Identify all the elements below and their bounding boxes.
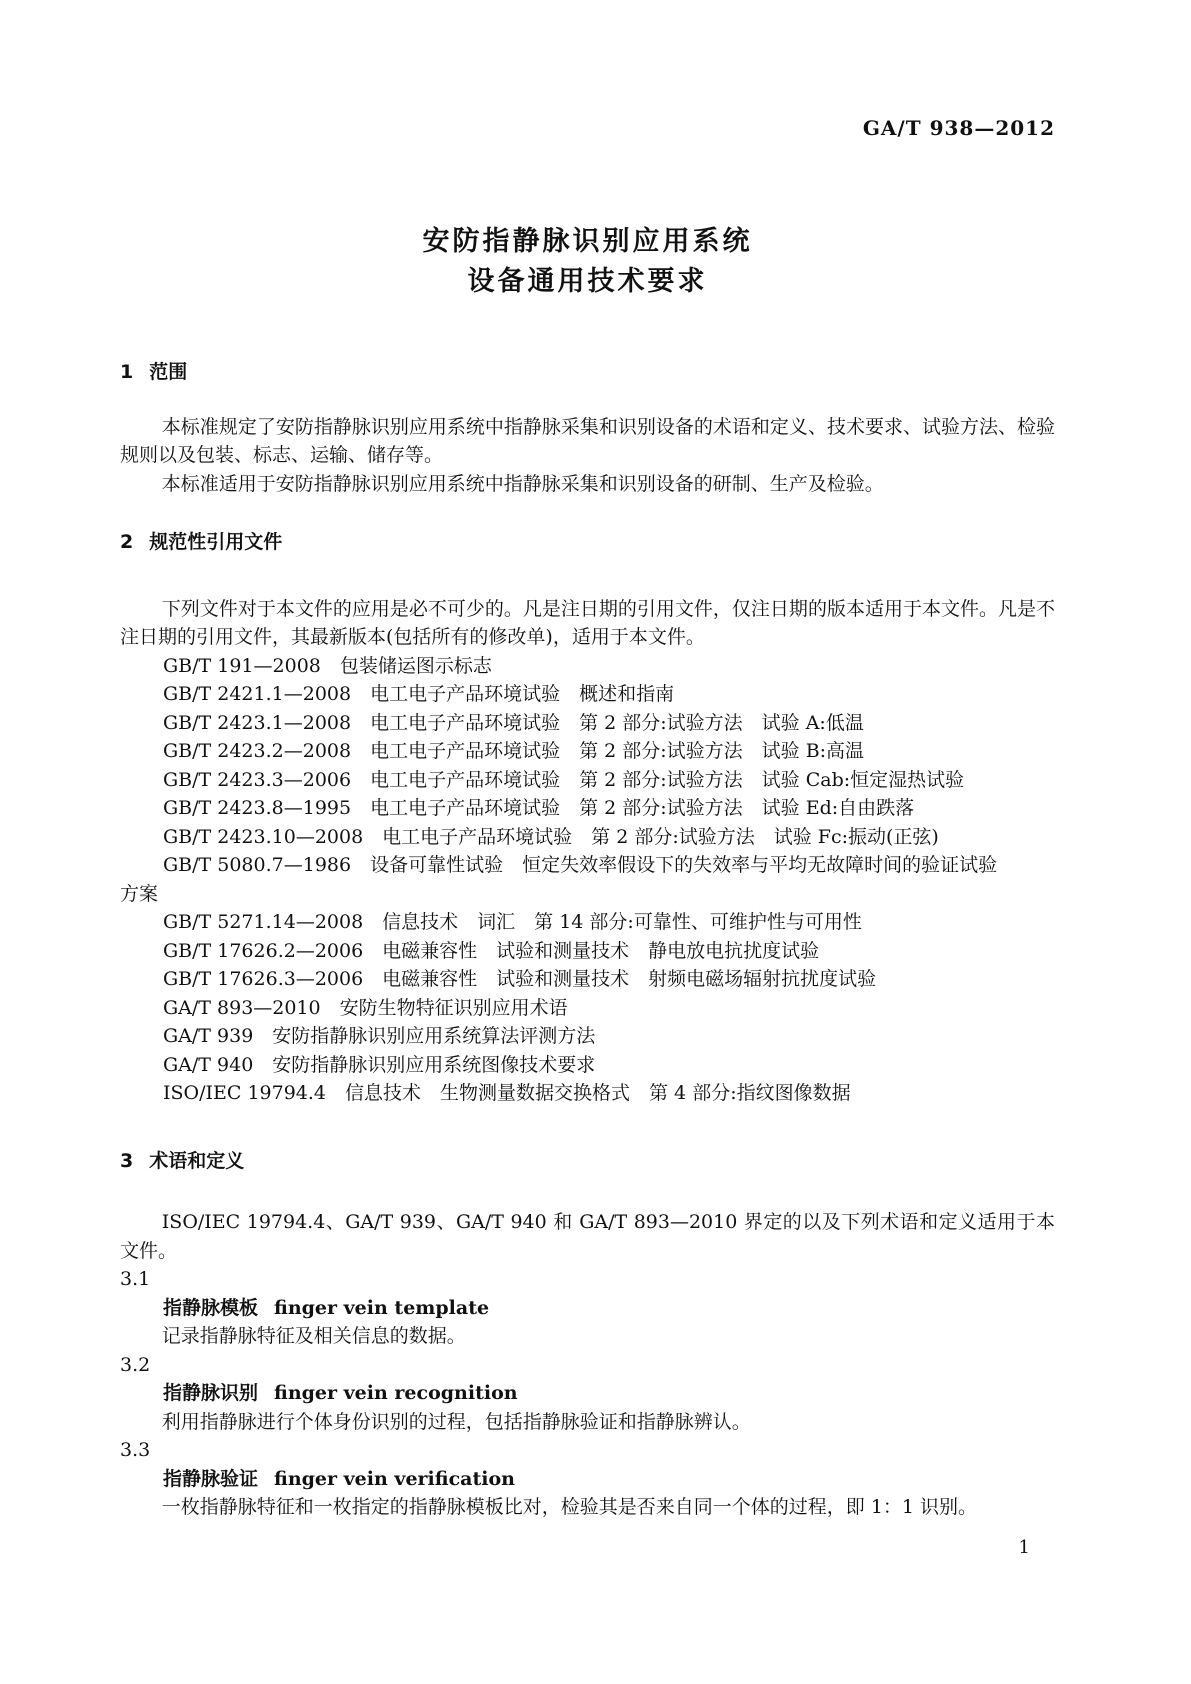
references-intro: 下列文件对于本文件的应用是必不可少的。凡是注日期的引用文件，仅注日期的版本适用于本文件。凡是不注日期的引用文件，其最新版本(包括所有的修改单)，适用于本文件。 (120, 597, 1055, 648)
reference-item: GB/T 17626.3—2006 电磁兼容性 试验和测量技术 射频电磁场辐射抗扰度试验 (163, 968, 877, 990)
section-2-number: 2 (120, 531, 134, 553)
term-title-zh: 指静脉模板 (163, 1296, 259, 1319)
reference-item: GB/T 17626.2—2006 电磁兼容性 试验和测量技术 静电放电抗扰度试验 (163, 939, 820, 962)
reference-item: ISO/IEC 19794.4 信息技术 生物测量数据交换格式 第 4 部分:指纹图像数据 (163, 1082, 851, 1104)
term-title (120, 1379, 1055, 1408)
term-title-zh: 指静脉验证 (163, 1467, 259, 1490)
section-1-number: 1 (120, 361, 134, 383)
title-line-1: 安防指静脉识别应用系统 (422, 226, 753, 257)
reference-item: GB/T 191—2008 包装储运图示标志 (163, 654, 492, 677)
reference-item-continuation: 方案 (120, 882, 159, 905)
reference-item: GB/T 5080.7—1986 设备可靠性试验 恒定失效率假设下的失效率与平均无故障时间的验证试验 (163, 854, 998, 876)
term-definition: 记录指静脉特征及相关信息的数据。 (161, 1325, 466, 1347)
term-number: 3.2 (120, 1353, 151, 1376)
term-definition: 利用指静脉进行个体身份识别的过程，包括指静脉验证和指静脉辨认。 (161, 1410, 751, 1433)
term-number: 3.1 (120, 1268, 151, 1290)
terms-intro: ISO/IEC 19794.4、GA/T 939、GA/T 940 和 GA/T 893—2010 界定的以及下列术语和定义适用于本文件。 (120, 1211, 1055, 1262)
scope-paragraph-2: 本标准适用于安防指静脉识别应用系统中指静脉采集和识别设备的研制、生产及检验。 (161, 472, 884, 495)
term-title-en: finger vein verification (274, 1467, 515, 1490)
term-title-en: finger vein template (274, 1296, 490, 1319)
section-3-number: 3 (120, 1149, 134, 1172)
section-2-label: 规范性引用文件 (149, 531, 283, 553)
term-title (120, 1465, 1055, 1494)
page-number: 1 (1018, 1536, 1030, 1558)
section-2-heading (120, 528, 1055, 557)
doc-number: GA/T 938—2012 (862, 116, 1055, 140)
section-3-heading (120, 1147, 1055, 1176)
section-1-label: 范围 (149, 361, 188, 383)
reference-item: GA/T 939 安防指静脉识别应用系统算法评测方法 (163, 1025, 596, 1047)
section-3-label: 术语和定义 (149, 1149, 245, 1172)
reference-item: GA/T 893—2010 安防生物特征识别应用术语 (163, 996, 568, 1019)
reference-item: GB/T 2423.3—2006 电工电子产品环境试验 第 2 部分:试验方法 试验 Cab:恒定湿热试验 (163, 768, 965, 791)
title-line-2: 设备通用技术要求 (467, 266, 708, 297)
reference-item: GB/T 2423.8—1995 电工电子产品环境试验 第 2 部分:试验方法 试验 Ed:自由跌落 (163, 797, 915, 819)
reference-item: GB/T 5271.14—2008 信息技术 词汇 第 14 部分:可靠性、可维护性与可用性 (163, 911, 862, 933)
scope-paragraph-1: 本标准规定了安防指静脉识别应用系统中指静脉采集和识别设备的术语和定义、技术要求、试验方法、检验规则以及包装、标志、运输、储存等。 (120, 415, 1055, 466)
section-1-heading (120, 358, 1055, 387)
reference-item: GA/T 940 安防指静脉识别应用系统图像技术要求 (163, 1053, 596, 1076)
reference-item: GB/T 2421.1—2008 电工电子产品环境试验 概述和指南 (163, 683, 675, 705)
reference-item: GB/T 2423.10—2008 电工电子产品环境试验 第 2 部分:试验方法 试验 Fc:振动(正弦) (163, 825, 939, 848)
term-definition: 一枚指静脉特征和一枚指定的指静脉模板比对，检验其是否来自同一个体的过程，即 1：1 识别。 (161, 1496, 978, 1518)
term-title-zh: 指静脉识别 (163, 1382, 259, 1404)
document-title (120, 222, 1055, 302)
reference-item: GB/T 2423.1—2008 电工电子产品环境试验 第 2 部分:试验方法 试验 A:低温 (163, 711, 864, 734)
term-title-en: finger vein recognition (274, 1382, 518, 1404)
term-number: 3.3 (120, 1439, 151, 1461)
term-title (120, 1294, 1055, 1323)
reference-item: GB/T 2423.2—2008 电工电子产品环境试验 第 2 部分:试验方法 试验 B:高温 (163, 740, 865, 762)
